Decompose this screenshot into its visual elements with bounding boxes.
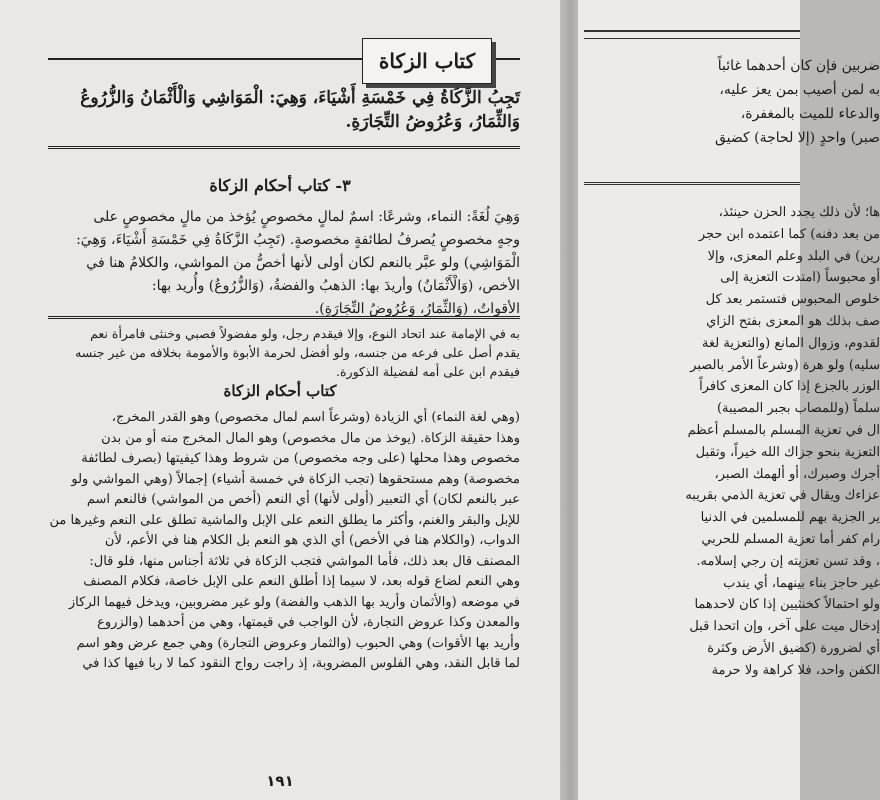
matn-line: وَالثِّمَارُ، وَعُرُوضُ التِّجَارَةِ. [345, 112, 520, 132]
commentary-line: وَهِيَ لُغَةً: النماء، وشرعًا: اسمٌ لمالٍ مخصوصٍ يُؤخذ من مالٍ مخصوصٍ على [93, 209, 520, 225]
text-line: به لمن أصيب بمن يعز عليه، [719, 82, 880, 98]
text-line: والدعاء للميت بالمغفرة، [740, 106, 880, 122]
annotation-line: لما قابل النقد، وهي الفلوس المضروبة، إذ راجت رواج النقود كما لا ربا فيها كذا في [82, 656, 520, 671]
text-line: الكفن واحد، فلا كراهة ولا حرمة [711, 662, 880, 678]
text-line: غير حاجز بناء بينهما، أي يندب [723, 575, 880, 591]
chapter-title-box [362, 38, 492, 84]
commentary-line: وجهٍ مخصوصٍ يُصرفُ لطائفةٍ مخصوصةٍ. (تَجِبُ الزَّكَاةُ فِي خَمْسَةِ أَشْيَاءَ، وَهِيَ: [76, 232, 520, 248]
annotation-line: المصنف قال بعد ذلك، فأما المواشي فتجب الزكاة في ثلاثة أجناس منها، فلو قال: [89, 553, 520, 569]
text-line: رام كفر أما تعزية المسلم للحربي [701, 531, 880, 547]
annotation-text [48, 408, 520, 675]
annotation-line: عبر بالنعم لكان) أي التعبير (أولى لأنها) أي النعم (أخص من المواشي) فالنعم اسم [86, 492, 520, 507]
annotation-line: للإبل والبقر والغنم، وأكثر ما يطلق النعم على الإبل والماشية تطلق على النعم وغيرها من [49, 512, 520, 528]
text-line: سلماً (وللمصاب بجبر المصيبة) [716, 401, 880, 417]
annotation-line: الدواب، (والكلام هنا في الأخص) أي الذي هو النعم بل الكلام هنا في الأعم، لأن [104, 533, 520, 548]
text-line: ير الجزية بهم للمسلمين في الدنيا [700, 510, 880, 526]
text-line: أي لضرورة (كضيق الأرض وكثرة [707, 640, 880, 656]
chapter-title: كتاب الزكاة [378, 49, 476, 73]
text-line: ها؛ لأن ذلك يجدد الحزن حينئذ، [718, 205, 880, 220]
text-line: لقدوم، وزوال المانع (والتعزية لغة [702, 335, 880, 351]
text-line: صف بذلك هو المعزى بفتح الزاي [706, 313, 880, 329]
text-line: سليه) ولو هرة (وشرعاً الأمر بالصبر [690, 357, 880, 373]
text-line: خلوص المحبوس فتستمر بعد كل [705, 292, 880, 308]
right-page-text-top [580, 54, 880, 150]
header-rule [584, 38, 800, 39]
matn-text [48, 86, 520, 134]
annotation-line: في موضعه (والأثمان وأريد بها الذهب والفضة) ولو غير مضروبين، ويدخل فيهما الركاز [68, 594, 520, 610]
text-line: أو محبوساً (امتدت التعزية إلى [720, 270, 880, 286]
text-line: ، وقد تسن تعزيته إن رجي إسلامه. [696, 553, 880, 569]
annotation-line: (وهي لغة النماء) أي الزيادة (وشرعاً اسم لمال مخصوص) وهو القدر المخرج، [111, 410, 520, 425]
text-line: صبر) واحدٍ (إلا لحاجة) كضيق [715, 130, 880, 146]
header-rule [584, 30, 800, 32]
footnote-line: به في الإمامة عند اتحاد النوع، وإلا فيقدم رجل، ولو مفضولاً فصبي وخنثى فامرأة نعم [90, 326, 520, 341]
footnote-line: فيقدم ابن على أمه لفضيلة الذكورة. [336, 364, 520, 379]
annotation-line: وهذا حقيقة الزكاة. (يوخذ من مال مخصوص) وهو المال المخرج منه أو من بدن [101, 430, 520, 446]
text-line: من بعد دفنه) كما اعتمده ابن حجر [698, 226, 880, 242]
text-line: ضربين فإن كان أحدهما غائباً [717, 58, 880, 74]
text-line: ال في تعزية المسلم بالمسلم أعظم [687, 422, 880, 438]
text-line: الوزر بالجزع إذا كان المعزى كافراً [699, 379, 880, 395]
right-page-text-bottom [580, 202, 880, 682]
text-line: عزاءك ويقال في تعزية الذمي بقريبه [685, 488, 880, 504]
commentary-text [48, 206, 520, 321]
section-heading: ٣- كتاب أحكام الزكاة [209, 176, 351, 195]
text-line: التعزية بنحو جزاك الله خيراً، وتقبل [695, 444, 880, 460]
right-page [578, 0, 880, 800]
section-divider [48, 316, 520, 319]
section-divider [48, 146, 520, 149]
annotation-line: وأريد بها الأقوات) وهي الحبوب (والثمار وعروض التجارة) وهي جمع عرض وهو اسم [76, 635, 520, 651]
commentary-line: الْمَوَاشِي) ولو عبَّر بالنعم لكان أولى لأنها أخصُّ من المواشي، والكلامُ هنا في [86, 255, 520, 271]
footnote-text [48, 324, 520, 381]
text-line: إدخال ميت على آخر، وإن اتحدا قبل [689, 619, 880, 635]
commentary-line: الأقواتُ، (وَالثِّمَارُ، وَعُرُوضُ التِّجَارَةِ). [314, 301, 520, 317]
annotation-line: وهي النعم لضاع قوله بعد، لا سيما إذا أطلق النعم على الإبل خاصة، فكلام المصنف [83, 574, 520, 589]
text-line: ولو احتمالاً كخنثيين إذا كان لاحدهما [694, 597, 880, 613]
section-divider [584, 182, 800, 185]
annotation-line: والمعدن وكذا عروض التجارة، لأن الواجب في قيمتها، وهي من أحدهما (والزروع [97, 615, 520, 630]
annotation-line: مخصوصة) وهم مستحقوها (تجب الزكاة في خمسة أشياء) إجمالاً (وهي المواشي ولو [71, 471, 520, 487]
text-line: رين) في البلد وعلم المعزى، وإلا [707, 248, 880, 264]
footnote-line: يقدم أصل على فرعه من جنسه، ولو أفضل لحرمة الأبوة والأمومة بخلافه من غير جنسه [75, 345, 520, 360]
annotation-line: مخصوص وهذا محلها (على وجه مخصوص) من شروط وهذا كيفيتها (بصرف لطائفة [81, 451, 520, 466]
section-heading-secondary: كتاب أحكام الزكاة [223, 382, 337, 400]
text-line: أجرك وصبرك، أو ألهمك الصبر، [714, 466, 880, 482]
commentary-line: الأخص، (وَالْأَثْمَانُ) وأريدَ بها: الذهبُ والفضةُ، (وَالزُّرُوعُ) وأُريد بها: [151, 278, 520, 294]
matn-line: تَجِبُ الزَّكَاةُ فِي خَمْسَةِ أَشْيَاءَ، وَهِيَ: الْمَوَاشِي وَالْأَثْمَانُ وَالزُّرُوعُ [80, 88, 520, 108]
page-number: ١٩١ [266, 772, 294, 790]
